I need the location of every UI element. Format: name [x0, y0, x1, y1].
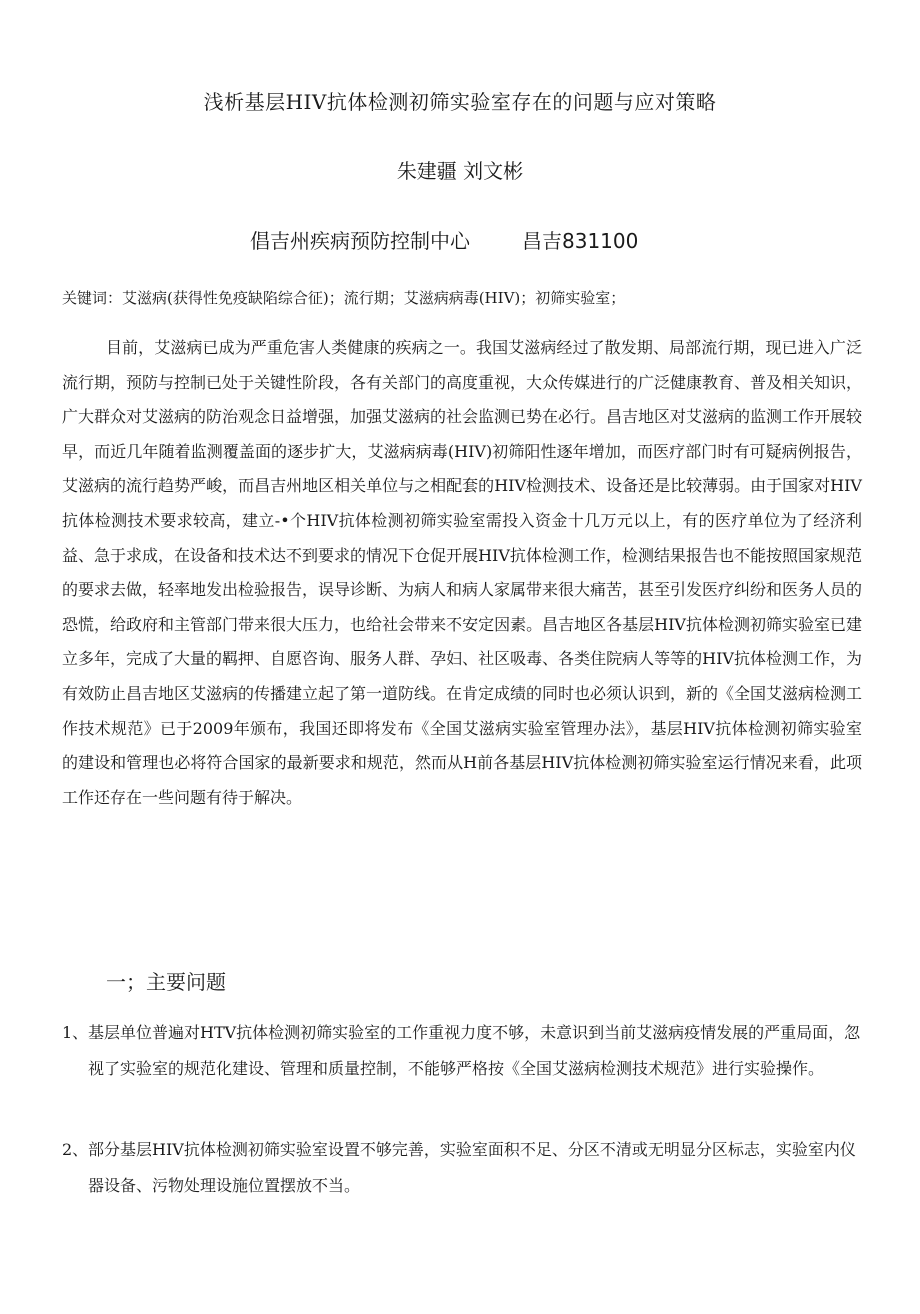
- keywords-line: 关键词：艾滋病(获得性免疫缺陷综合征)；流行期；艾滋病病毒(HIV)；初筛实验室；: [62, 289, 626, 307]
- issue-number: 2、: [62, 1140, 89, 1159]
- issue-item-1: [62, 1015, 862, 1086]
- issue-text: 部分基层HIV抗体检测初筛实验室设置不够完善，实验室面积不足、分区不清或无明显分区标志，实验室内仪器设备、污物处理设施位置摆放不当。: [88, 1140, 856, 1195]
- section-heading: 一；主要问题: [106, 970, 226, 994]
- intro-paragraph: 目前，艾滋病已成为严重危害人类健康的疾病之一。我国艾滋病经过了散发期、局部流行期，现已进入广泛流行期，预防与控制已处于关键性阶段，各有关部门的高度重视，大众传媒进行的广泛健康教育、普及相关知识，广大群众对艾滋病的防治观念日益增强，加强艾滋病的社会监测已势在必行。昌吉地区对艾滋病的监测工作开展较早，而近几年随着监测覆盖面的逐步扩大，艾滋病病毒(HIV)初筛阳性逐年增加，而医疗部门时有可疑病例报告，艾滋病的流行趋势严峻，而昌吉州地区相关单位与之相配套的HIV检测技术、设备还是比较薄弱。由于国家对HIV抗体检测技术要求较高，建立-•个HIV抗体检测初筛实验室需投入资金十几万元以上，有的医疗单位为了经济利益、急于求成，在设备和技术达不到要求的情况下仓促开展HIV抗体检测工作，检测结果报告也不能按照国家规范的要求去做，轻率地发出检验报告，误导诊断、为病人和病人家属带来很大痛苦，甚至引发医疗纠纷和医务人员的恐慌，给政府和主管部门带来很大压力，也给社会带来不安定因素。昌吉地区各基层HIV抗体检测初筛实验室已建立多年，完成了大量的羁押、自愿咨询、服务人群、孕妇、社区吸毒、各类住院病人等等的HIV抗体检测工作，为有效防止昌吉地区艾滋病的传播建立起了第一道防线。在肯定成绩的同时也必须认识到，新的《全国艾滋病检测工作技术规范》已于2009年颁布，我国还即将发布《全国艾滋病实验室管理办法》，基层HIV抗体检测初筛实验室的建设和管理也必将符合国家的最新要求和规范，然而从H前各基层HIV抗体检测初筛实验室运行情况来看，此项工作还存在一些问题有待于解决。: [62, 338, 863, 807]
- issue-text: 基层单位普遍对HTV抗体检测初筛实验室的工作重视力度不够，未意识到当前艾滋病疫情发展的严重局面，忽视了实验室的规范化建设、管理和质量控制，不能够严格按《全国艾滋病检测技术规范》进行实验操作。: [88, 1023, 861, 1078]
- author-line: 朱建疆 刘文彬: [396, 159, 524, 183]
- affiliation-postcode: 昌吉831100: [522, 229, 639, 253]
- document-title: 浅析基层HIV抗体检测初筛实验室存在的问题与应对策略: [203, 90, 717, 114]
- affiliation-org: 倡吉州疾病预防控制中心: [250, 229, 470, 253]
- affiliation-line: [250, 225, 638, 254]
- issue-number: 1、: [62, 1023, 89, 1042]
- issue-item-2: [62, 1132, 862, 1203]
